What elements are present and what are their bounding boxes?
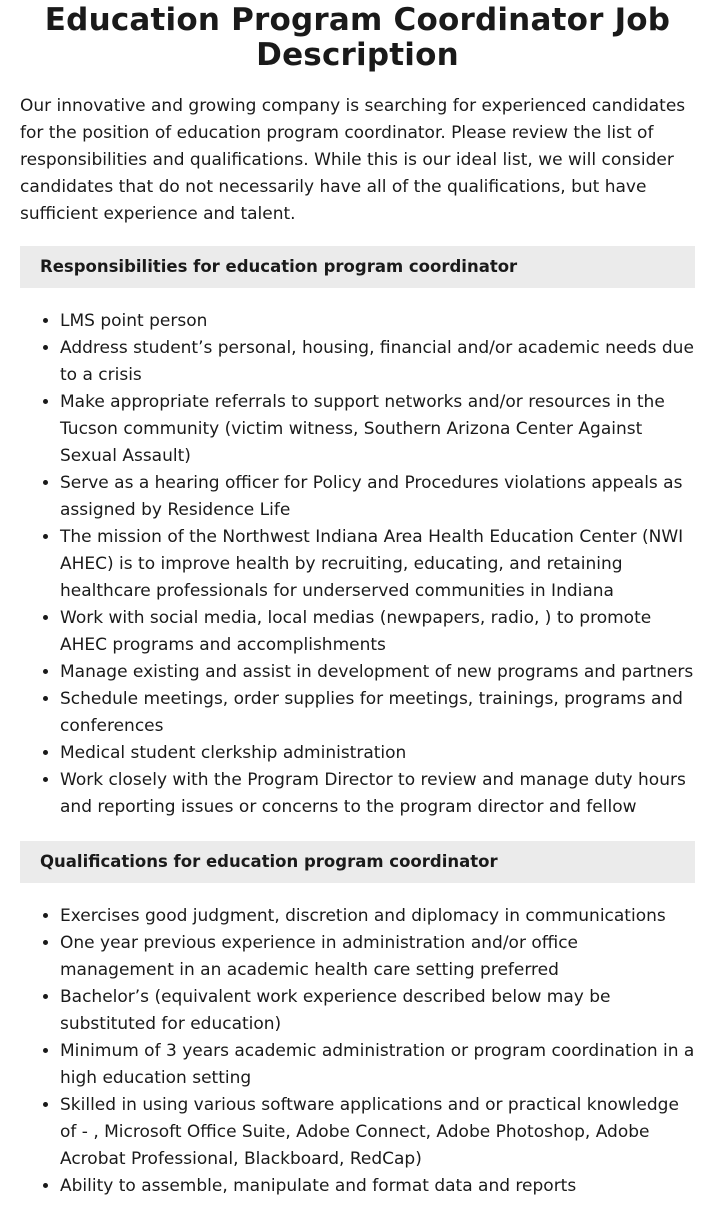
list-item: • Make appropriate referrals to support networks and/or resources in the Tucson community (victim witness, Southern Arizona Center Against Sexual Assault) bbox=[60, 389, 695, 470]
list-item: • Work with social media, local medias (newpapers, radio, ) to promote AHEC programs and accomplishments bbox=[60, 605, 695, 659]
qualifications-heading: Qualifications for education program coordinator bbox=[20, 841, 695, 883]
qualifications-list bbox=[20, 903, 695, 1200]
list-item: • Address student’s personal, housing, financial and/or academic needs due to a crisis bbox=[60, 335, 695, 389]
list-item: • Bachelor’s (equivalent work experience described below may be substituted for education) bbox=[60, 984, 695, 1038]
responsibilities-heading: Responsibilities for education program coordinator bbox=[20, 246, 695, 288]
intro-paragraph: Our innovative and growing company is searching for experienced candidates for the position of education program coordinator. Please review the list of responsibilities and qualifications. While this is our ideal list, we will consider candidates that do not necessarily have all of the qualifications, but have sufficient experience and talent. bbox=[20, 96, 686, 224]
list-item: • Medical student clerkship administration bbox=[60, 740, 695, 767]
list-item: • Schedule meetings, order supplies for meetings, trainings, programs and conferences bbox=[60, 686, 695, 740]
list-item: • Serve as a hearing officer for Policy and Procedures violations appeals as assigned by Residence Life bbox=[60, 470, 695, 524]
list-item: • Work closely with the Program Director to review and manage duty hours and reporting issues or concerns to the program director and fellow bbox=[60, 767, 695, 821]
list-item: • LMS point person bbox=[60, 308, 695, 335]
list-item: • Minimum of 3 years academic administration or program coordination in a high education setting bbox=[60, 1038, 695, 1092]
list-item: • Ability to assemble, manipulate and format data and reports bbox=[60, 1173, 695, 1200]
list-item: • Manage existing and assist in development of new programs and partners bbox=[60, 659, 695, 686]
page-title: Education Program Coordinator Job Description bbox=[44, 2, 671, 73]
list-item: • Skilled in using various software applications and or practical knowledge of - , Microsoft Office Suite, Adobe Connect, Adobe Photoshop, Adobe Acrobat Professional, Blackboard, RedCap) bbox=[60, 1092, 695, 1173]
responsibilities-list bbox=[20, 308, 695, 821]
list-item: • The mission of the Northwest Indiana Area Health Education Center (NWI AHEC) is to improve health by recruiting, educating, and retaining healthcare professionals for underserved communities in Indiana bbox=[60, 524, 695, 605]
list-item: • Exercises good judgment, discretion and diplomacy in communications bbox=[60, 903, 695, 930]
list-item: • One year previous experience in administration and/or office management in an academic health care setting preferred bbox=[60, 930, 695, 984]
